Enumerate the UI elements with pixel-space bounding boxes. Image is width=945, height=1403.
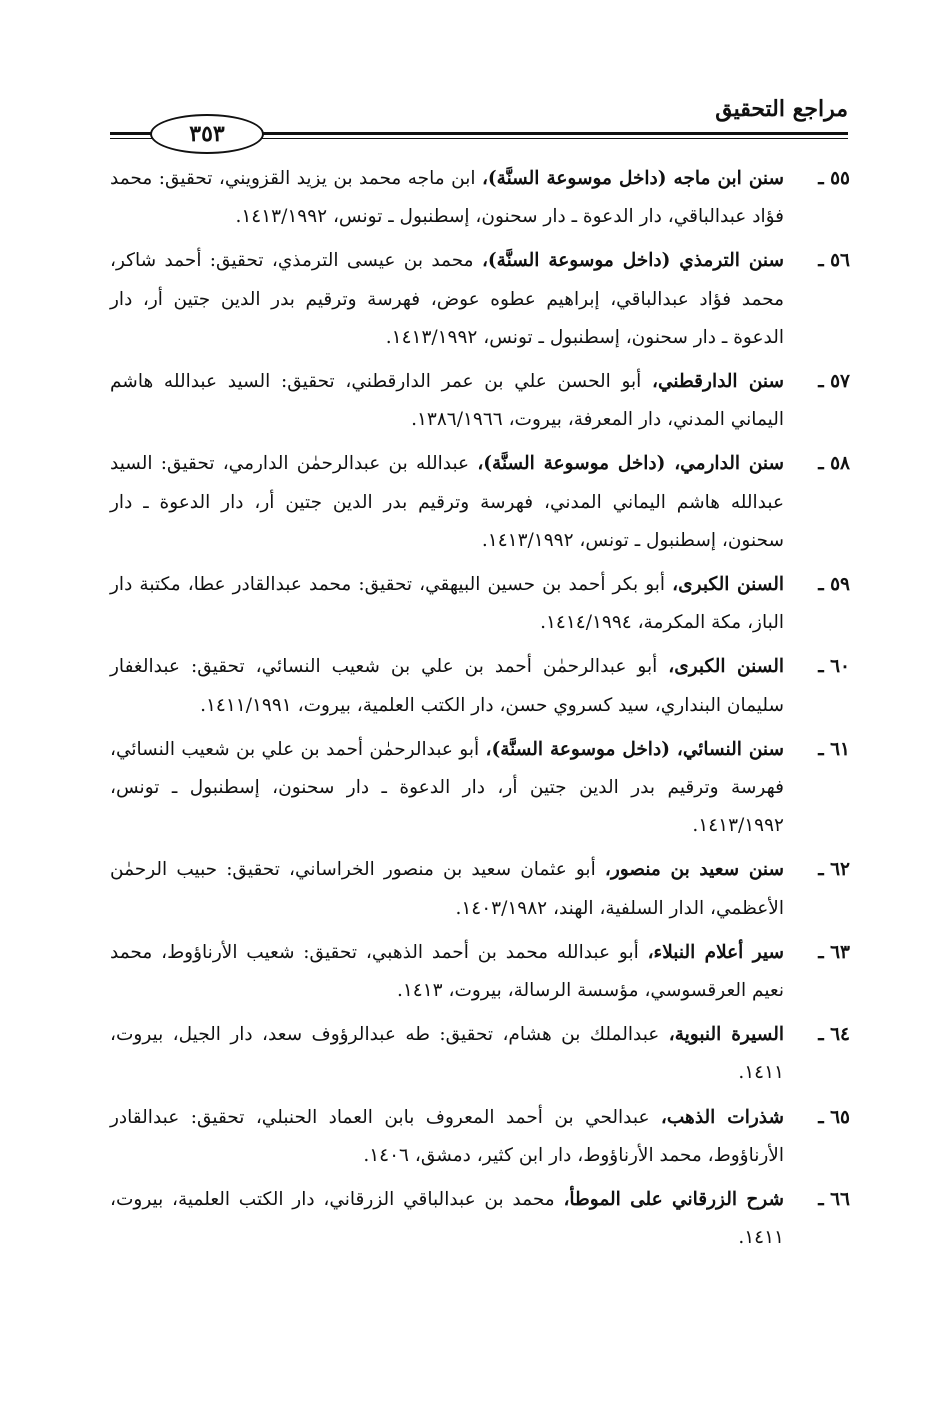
entry-title: شذرات الذهب، bbox=[660, 1106, 784, 1128]
entry-number: ٦٢ ـ bbox=[818, 859, 850, 881]
entry-text: أبو عبدالرحمٰن أحمد بن علي بن شعيب النسائي، تحقيق: عبدالغفار سليمان البنداري، سيد كسروي حسن، دار الكتب العلمية، بيروت، ١٤١١/١٩٩١. bbox=[110, 656, 784, 716]
entry-text: محمد بن عبدالباقي الزرقاني، دار الكتب العلمية، بيروت، ١٤١١. bbox=[110, 1189, 784, 1249]
entry-text: أبو عبدالله محمد بن أحمد الذهبي، تحقيق: شعيب الأرناؤوط، محمد نعيم العرقسوسي، مؤسسة الرسالة، بيروت، ١٤١٣. bbox=[110, 941, 784, 1002]
reference-entry bbox=[110, 851, 850, 927]
entry-title: سنن سعيد بن منصور، bbox=[604, 859, 784, 881]
entry-number: ٦١ ـ bbox=[818, 738, 850, 760]
entry-title: السنن الكبرى، bbox=[672, 574, 785, 596]
entry-number: ٦٠ ـ bbox=[818, 656, 850, 678]
entry-text: ابن ماجه محمد بن يزيد القزويني، تحقيق: محمد فؤاد عبدالباقي، دار الدعوة ـ دار سحنون، إسطنبول ـ تونس، ١٤١٣/١٩٩٢. bbox=[110, 168, 784, 228]
entry-text: عبدالملك بن هشام، تحقيق: طه عبدالرؤوف سعد، دار الجيل، بيروت، ١٤١١. bbox=[110, 1024, 784, 1084]
entry-number: ٦٦ ـ bbox=[818, 1189, 850, 1211]
entry-text: أبو عثمان سعيد بن منصور الخراساني، تحقيق: حبيب الرحمٰن الأعظمي، الدار السلفية، الهند، ١٤٠٣/١٩٨٢. bbox=[110, 859, 784, 919]
entry-title: سير أعلام النبلاء، bbox=[647, 941, 784, 963]
page-number: ٣٥٣ bbox=[150, 114, 264, 154]
entry-number: ٦٥ ـ bbox=[818, 1106, 850, 1128]
entry-text: عبدالله بن عبدالرحمٰن الدارمي، تحقيق: السيد عبدالله هاشم اليماني المدني، فهرسة وترقيم بدر الدين جتين أر، دار الدعوة ـ دار سحنون، إسطنبول ـ تونس، ١٤١٣/١٩٩٢. bbox=[110, 453, 784, 551]
reference-entry bbox=[110, 445, 850, 560]
entry-number: ٥٥ ـ bbox=[818, 168, 850, 189]
entry-number: ٥٧ ـ bbox=[818, 371, 850, 393]
reference-entry bbox=[110, 648, 850, 724]
entry-title: السنن الكبرى، bbox=[668, 656, 784, 678]
entry-number: ٥٩ ـ bbox=[818, 574, 850, 596]
entry-title: سنن الدارمي، (داخل موسوعة السنَّة)، bbox=[477, 453, 784, 475]
reference-entry bbox=[110, 1016, 850, 1092]
references-list bbox=[110, 160, 850, 1257]
reference-entry bbox=[110, 160, 850, 236]
reference-entry bbox=[110, 1099, 850, 1175]
reference-entry bbox=[110, 566, 850, 642]
reference-entry bbox=[110, 731, 850, 846]
entry-text: محمد بن عيسى الترمذي، تحقيق: أحمد شاكر، محمد فؤاد عبدالباقي، إبراهيم عطوه عوض، فهرسة وترقيم بدر الدين جتين أر، دار الدعوة ـ دار سحنون، إسطنبول ـ تونس، ١٤١٣/١٩٩٢. bbox=[110, 250, 784, 348]
reference-entry bbox=[110, 363, 850, 439]
entry-number: ٦٣ ـ bbox=[818, 941, 850, 963]
entry-title: سنن الترمذي (داخل موسوعة السنَّة)، bbox=[481, 250, 784, 272]
entry-text: أبو عبدالرحمٰن أحمد بن علي بن شعيب النسائي، فهرسة وترقيم بدر الدين جتين أر، دار الدعوة ـ دار سحنون، إسطنبول ـ تونس، ١٤١٣/١٩٩٢. bbox=[110, 738, 784, 837]
reference-entry bbox=[110, 242, 850, 357]
entry-text: عبدالحي بن أحمد المعروف بابن العماد الحنبلي، تحقيق: عبدالقادر الأرناؤوط، محمد الأرناؤوط، دار ابن كثير، دمشق، ١٤٠٦. bbox=[110, 1106, 784, 1166]
entry-number: ٥٨ ـ bbox=[818, 453, 850, 475]
running-title: مراجع التحقيق bbox=[715, 96, 848, 122]
entry-title: السيرة النبوية، bbox=[668, 1024, 784, 1046]
entry-title: سنن ابن ماجه (داخل موسوعة السنَّة)، bbox=[481, 168, 784, 189]
reference-entry bbox=[110, 934, 850, 1010]
entry-number: ٥٦ ـ bbox=[818, 250, 850, 272]
page-header bbox=[110, 88, 848, 148]
entry-text: أبو بكر أحمد بن حسين البيهقي، تحقيق: محمد عبدالقادر عطا، مكتبة دار الباز، مكة المكرمة، ١٤١٤/١٩٩٤. bbox=[110, 574, 784, 634]
entry-title: سنن الدارقطني، bbox=[652, 371, 784, 393]
entry-text: أبو الحسن علي بن عمر الدارقطني، تحقيق: السيد عبدالله هاشم اليماني المدني، دار المعرفة، بيروت، ١٣٨٦/١٩٦٦. bbox=[110, 371, 784, 431]
entry-number: ٦٤ ـ bbox=[818, 1024, 850, 1046]
reference-entry bbox=[110, 1181, 850, 1257]
entry-title: سنن النسائي، (داخل موسوعة السنَّة)، bbox=[485, 738, 784, 760]
entry-title: شرح الزرقاني على الموطأ، bbox=[563, 1189, 784, 1211]
